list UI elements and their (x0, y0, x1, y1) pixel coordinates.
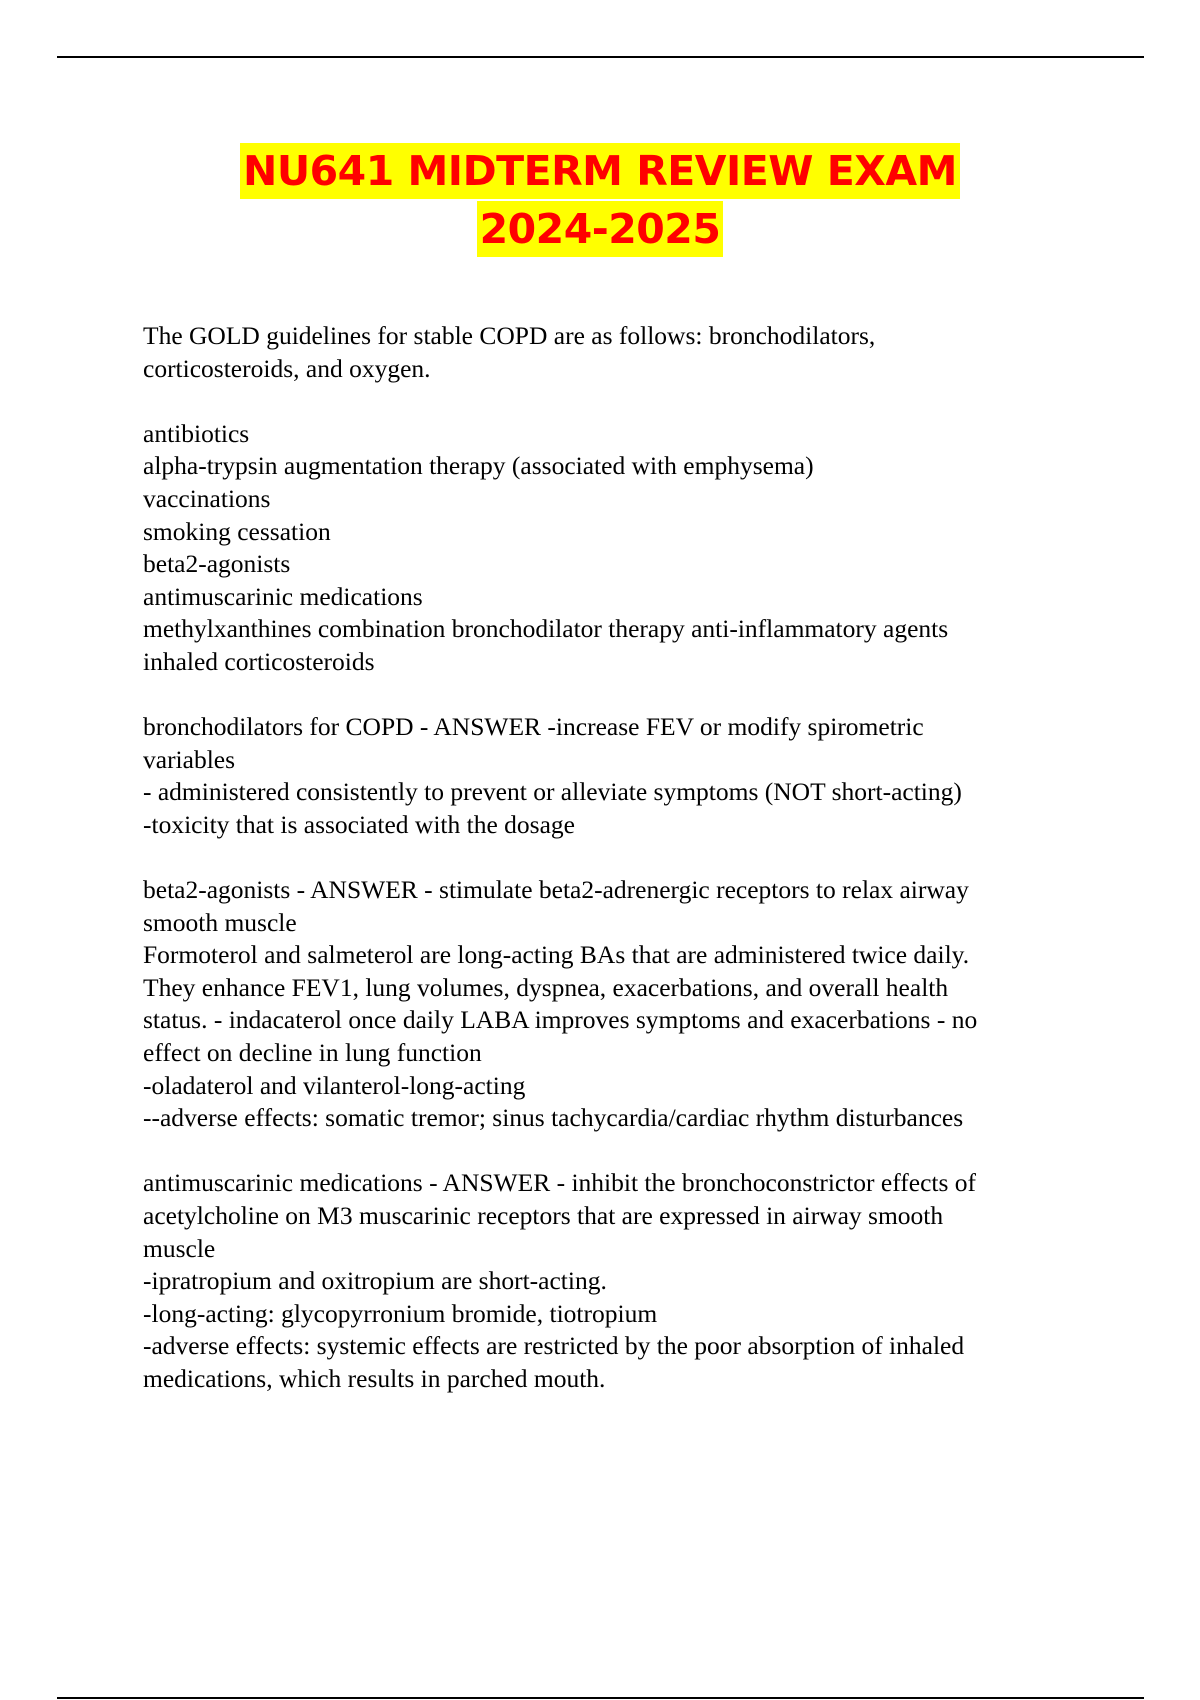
text-line: effect on decline in lung function (143, 1038, 482, 1068)
list-item: inhaled corticosteroids (143, 646, 375, 676)
list-item: antibiotics (143, 418, 250, 448)
text-line: medications, which results in parched mouth. (143, 1364, 606, 1393)
list-item: methylxanthines combination bronchodilator therapy anti-inflammatory agents (143, 614, 949, 644)
list-item: vaccinations (143, 483, 271, 513)
beta2-agonists-answer (143, 874, 1083, 1135)
text-line: -toxicity that is associated with the dosage (143, 809, 575, 839)
text-line: -adverse effects: systemic effects are restricted by the poor absorption of inhaled (143, 1331, 965, 1361)
text-line: -ipratropium and oxitropium are short-acting. (143, 1266, 607, 1296)
title-block (0, 143, 1200, 259)
text-line: acetylcholine on M3 muscarinic receptors that are expressed in airway smooth (143, 1201, 944, 1231)
text-line: antimuscarinic medications - ANSWER - inhibit the bronchoconstrictor effects of (143, 1168, 977, 1198)
text-line: -oladaterol and vilanterol-long-acting (143, 1070, 526, 1100)
page-title-line-2: 2024-2025 (477, 201, 724, 257)
bronchodilators-answer (143, 711, 1083, 841)
list-item: antimuscarinic medications (143, 581, 423, 611)
footer-rule (57, 1697, 1144, 1699)
text-line: status. - indacaterol once daily LABA improves symptoms and exacerbations - no (143, 1005, 978, 1035)
text-line: --adverse effects: somatic tremor; sinus tachycardia/cardiac rhythm disturbances (143, 1103, 964, 1133)
text-line: bronchodilators for COPD - ANSWER -increase FEV or modify spirometric (143, 712, 924, 742)
antimuscarinic-answer (143, 1167, 1083, 1395)
page-title-line-1: NU641 MIDTERM REVIEW EXAM (240, 143, 960, 199)
title-row-2 (0, 201, 1200, 259)
list-item: beta2-agonists (143, 549, 291, 579)
list-item: smoking cessation (143, 516, 331, 546)
title-row-1 (0, 143, 1200, 201)
text-line: beta2-agonists - ANSWER - stimulate beta2-adrenergic receptors to relax airway (143, 875, 969, 905)
text-line: corticosteroids, and oxygen. (143, 353, 431, 383)
treatment-list (143, 418, 1083, 679)
intro-paragraph (143, 320, 1083, 385)
text-line: - administered consistently to prevent or alleviate symptoms (NOT short-acting) (143, 777, 962, 807)
text-line: The GOLD guidelines for stable COPD are as follows: bronchodilators, (143, 321, 876, 350)
text-line: They enhance FEV1, lung volumes, dyspnea, exacerbations, and overall health (143, 972, 949, 1002)
header-rule (57, 56, 1144, 58)
text-line: variables (143, 744, 236, 774)
text-line: -long-acting: glycopyrronium bromide, tiotropium (143, 1298, 658, 1328)
text-line: Formoterol and salmeterol are long-acting BAs that are administered twice daily. (143, 940, 970, 970)
text-line: smooth muscle (143, 907, 297, 937)
list-item: alpha-trypsin augmentation therapy (associated with emphysema) (143, 451, 814, 481)
text-line: muscle (143, 1233, 216, 1263)
document-body (143, 320, 1083, 1428)
